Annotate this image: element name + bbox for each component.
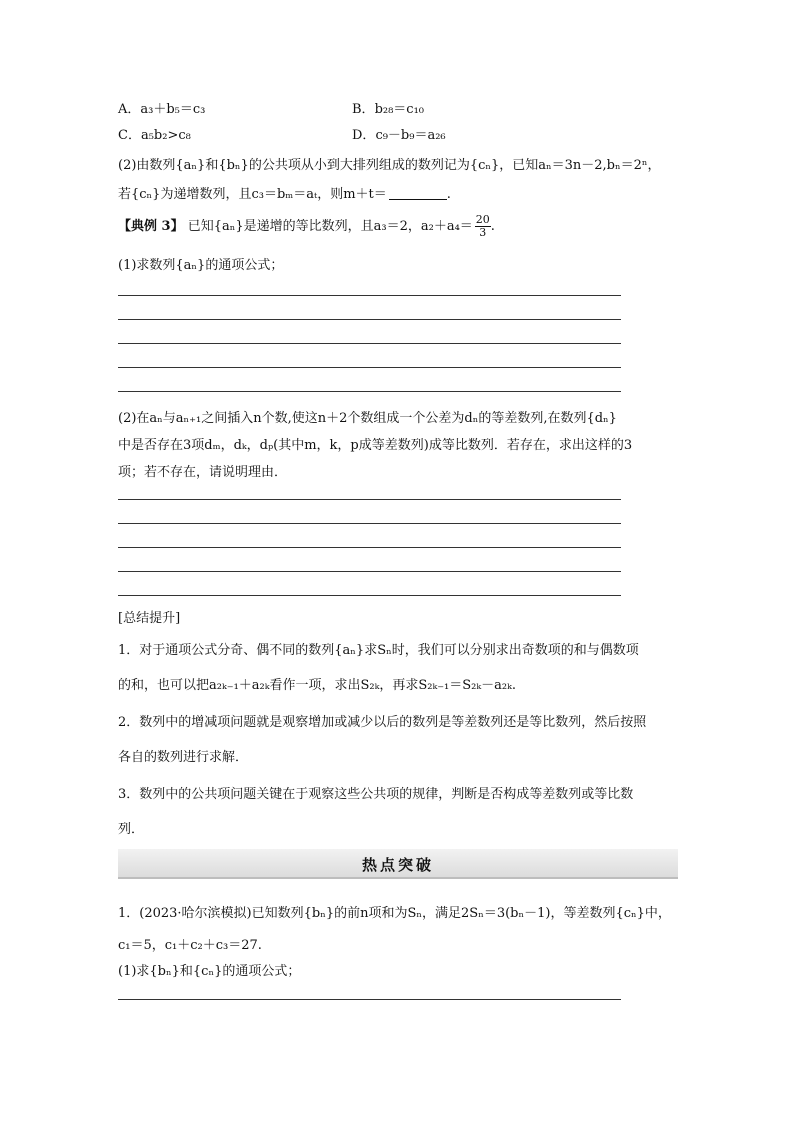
q2-line2-end: . bbox=[446, 187, 451, 202]
example3-stem bbox=[118, 214, 495, 239]
q2-line2-text: 若{cₙ}为递增数列，且c₃＝bₘ＝aₜ，则m＋t＝ bbox=[118, 187, 387, 202]
option-a-text: a₃＋b₅＝c₃ bbox=[140, 102, 206, 117]
example3-tag: 【典例 3】 bbox=[118, 219, 184, 234]
option-a bbox=[118, 98, 205, 117]
hot1-part1: (1)求{bₙ}和{cₙ}的通项公式； bbox=[118, 964, 301, 979]
example3-part1: (1)求数列{aₙ}的通项公式； bbox=[118, 258, 284, 273]
hot1-line1: 1．(2023·哈尔滨模拟)已知数列{bₙ}的前n项和为Sₙ，满足2Sₙ＝3(bₙ－1)，等差数列{cₙ}中， bbox=[118, 906, 671, 921]
answer-line[interactable] bbox=[118, 367, 621, 368]
q2-line1: (2)由数列{aₙ}和{bₙ}的公共项从小到大排列组成的数列记为{cₙ}，已知aₙ＝3n－2,bₙ＝2ⁿ， bbox=[118, 158, 661, 173]
answer-line[interactable] bbox=[118, 499, 621, 500]
answer-line[interactable] bbox=[118, 523, 621, 524]
answer-line[interactable] bbox=[118, 547, 621, 548]
fraction-denominator: 3 bbox=[479, 226, 487, 239]
answer-line[interactable] bbox=[118, 571, 621, 572]
summary-p2-line2: 各自的数列进行求解． bbox=[118, 750, 249, 765]
option-b bbox=[352, 98, 424, 117]
section-banner bbox=[118, 849, 678, 879]
answer-line[interactable] bbox=[118, 319, 621, 320]
option-c bbox=[118, 124, 191, 143]
option-b-label: B． bbox=[352, 102, 375, 117]
example3-part2-line2: 中是否存在3项dₘ，dₖ，dₚ(其中m，k，p成等差数列)成等比数列．若存在，求出这样的3 bbox=[118, 438, 633, 453]
answer-line[interactable] bbox=[118, 391, 621, 392]
q2-line2 bbox=[118, 183, 451, 202]
option-a-label: A． bbox=[118, 102, 141, 117]
answer-line[interactable] bbox=[118, 343, 621, 344]
fraction bbox=[475, 214, 491, 239]
option-d-text: c₉－b₉＝a₂₆ bbox=[375, 128, 446, 143]
example3-stem-text: 已知{aₙ}是递增的等比数列，且a₃＝2，a₂＋a₄＝ bbox=[187, 219, 473, 234]
summary-title: [总结提升] bbox=[118, 611, 181, 626]
option-c-label: C． bbox=[118, 128, 141, 143]
option-b-text: b₂₈＝c₁₀ bbox=[374, 102, 425, 117]
summary-p1-line2: 的和，也可以把a₂ₖ₋₁＋a₂ₖ看作一项，求出S₂ₖ，再求S₂ₖ₋₁＝S₂ₖ－a₂ₖ. bbox=[118, 678, 516, 693]
answer-blank[interactable] bbox=[389, 187, 447, 200]
answer-line[interactable] bbox=[118, 999, 621, 1000]
summary-p3-line2: 列． bbox=[118, 822, 145, 837]
hot1-line2: c₁＝5，c₁＋c₂＋c₃＝27. bbox=[118, 938, 262, 953]
summary-p3-line1: 3．数列中的公共项问题关键在于观察这些公共项的规律，判断是否构成等差数列或等比数 bbox=[118, 787, 634, 802]
fraction-numerator: 20 bbox=[475, 213, 490, 226]
example3-stem-end: . bbox=[490, 219, 495, 234]
option-d bbox=[352, 124, 446, 143]
summary-p1-line1: 1．对于通项公式分奇、偶不同的数列{aₙ}求Sₙ时，我们可以分别求出奇数项的和与偶数项 bbox=[118, 643, 639, 658]
answer-line[interactable] bbox=[118, 295, 621, 296]
section-banner-title: 热点突破 bbox=[361, 856, 434, 874]
answer-line[interactable] bbox=[118, 595, 621, 596]
example3-part2-line3: 项；若不存在，请说明理由． bbox=[118, 465, 288, 480]
summary-p2-line1: 2．数列中的增减项问题就是观察增加或减少以后的数列是等差数列还是等比数列，然后按照 bbox=[118, 715, 647, 730]
option-d-label: D． bbox=[352, 128, 376, 143]
example3-part2-line1: (2)在aₙ与aₙ₊₁之间插入n个数,使这n＋2个数组成一个公差为dₙ的等差数列,在数列{dₙ} bbox=[118, 411, 617, 426]
option-c-text: a₅b₂>c₈ bbox=[140, 128, 191, 143]
